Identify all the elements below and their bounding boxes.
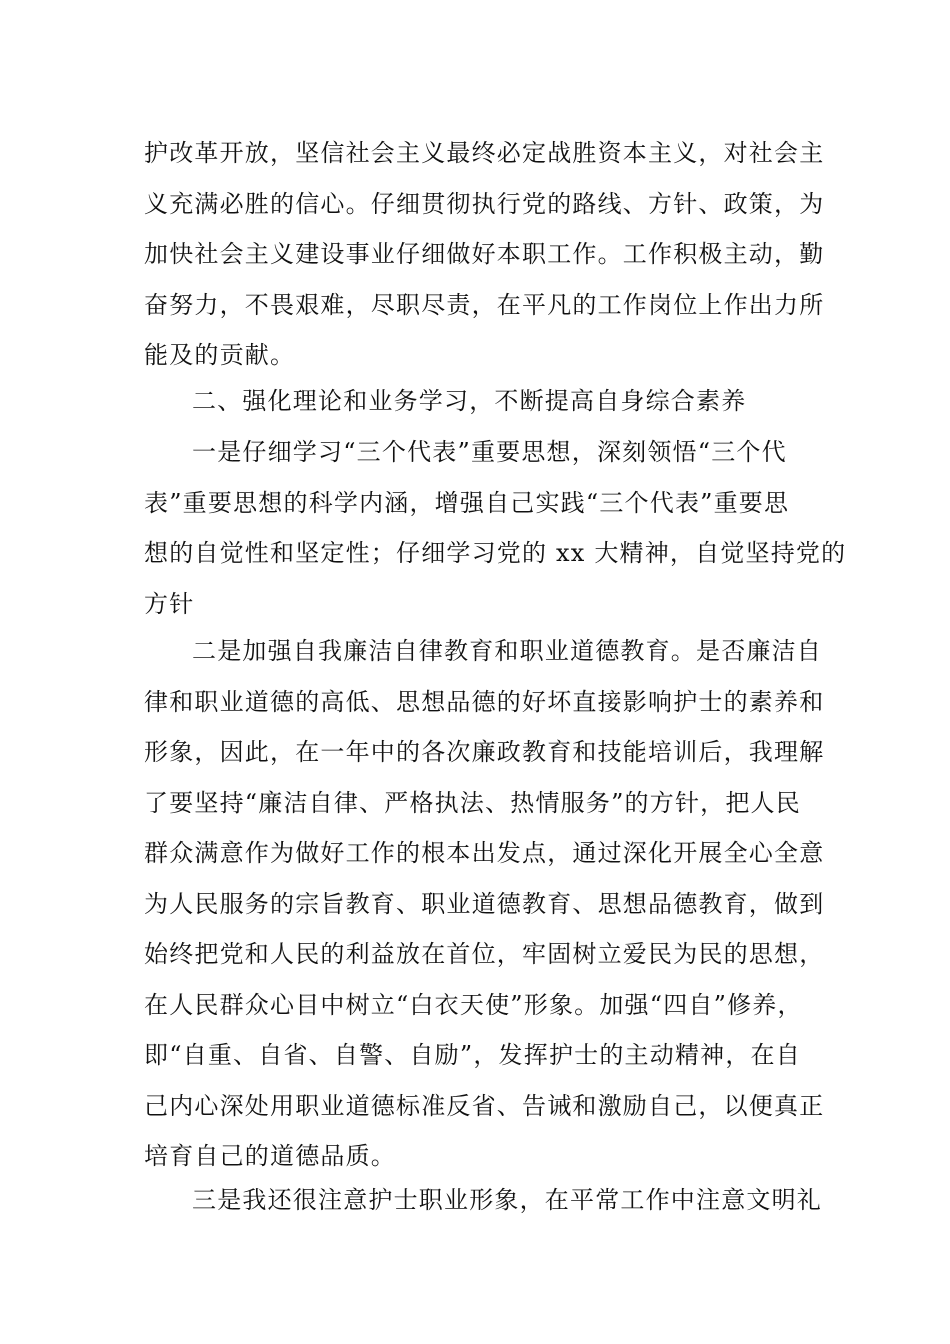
text-line: 加快社会主义建设事业仔细做好本职工作。工作积极主动，勤 (144, 240, 825, 268)
text-line: 方针 (144, 589, 195, 618)
text-line: 义充满必胜的信心。仔细贯彻执行党的路线、方针、政策，为 (144, 189, 825, 218)
text-line: 群众满意作为做好工作的根本出发点，通过深化开展全心全意 (144, 839, 825, 867)
text-line: 始终把党和人民的利益放在首位，牢固树立爱民为民的思想， (144, 940, 825, 968)
text-line: 了要坚持“廉洁自律、严格执法、热情服务”的方针，把人民 (144, 788, 801, 817)
text-line: 表”重要思想的科学内涵，增强自己实践“三个代表”重要思 (144, 488, 790, 517)
paragraph-study (144, 427, 847, 629)
text-line: 律和职业道德的高低、思想品德的好坏直接影响护士的素养和 (144, 687, 825, 716)
text-line: 护改革开放，坚信社会主义最终必定战胜资本主义，对社会主 (144, 139, 825, 167)
text-line: 为人民服务的宗旨教育、职业道德教育、思想品德教育，做到 (144, 889, 825, 918)
text-line: 奋努力，不畏艰难，尽职尽责，在平凡的工作岗位上作出力所 (144, 290, 825, 319)
text-line: 在人民群众心目中树立“白衣天使”形象。加强“四自”修养， (144, 990, 803, 1019)
paragraph-continuation (144, 128, 834, 381)
text-line: 想的自觉性和坚定性；仔细学习党的 xx 大精神，自觉坚持党的 (144, 539, 847, 567)
text-line: 一是仔细学习“三个代表”重要思想，深刻领悟“三个代 (192, 438, 787, 466)
text-line: 三是我还很注意护士职业形象，在平常工作中注意文明礼 (192, 1186, 822, 1214)
paragraph-ethics (144, 626, 834, 1182)
heading-line: 二、强化理论和业务学习，不断提高自身综合素养 (192, 387, 747, 415)
text-line: 己内心深处用职业道德标准反省、告诫和激励自己，以便真正 (144, 1091, 825, 1120)
text-line: 培育自己的道德品质。 (144, 1142, 396, 1170)
text-line: 能及的贡献。 (144, 341, 296, 369)
paragraph-image (144, 1175, 834, 1226)
text-line: 形象，因此，在一年中的各次廉政教育和技能培训后，我理解 (144, 738, 825, 766)
text-line: 二是加强自我廉洁自律教育和职业道德教育。是否廉洁自 (192, 637, 822, 665)
section-heading (144, 376, 834, 427)
text-line: 即“自重、自省、自警、自励”，发挥护士的主动精神，在自 (144, 1041, 801, 1069)
